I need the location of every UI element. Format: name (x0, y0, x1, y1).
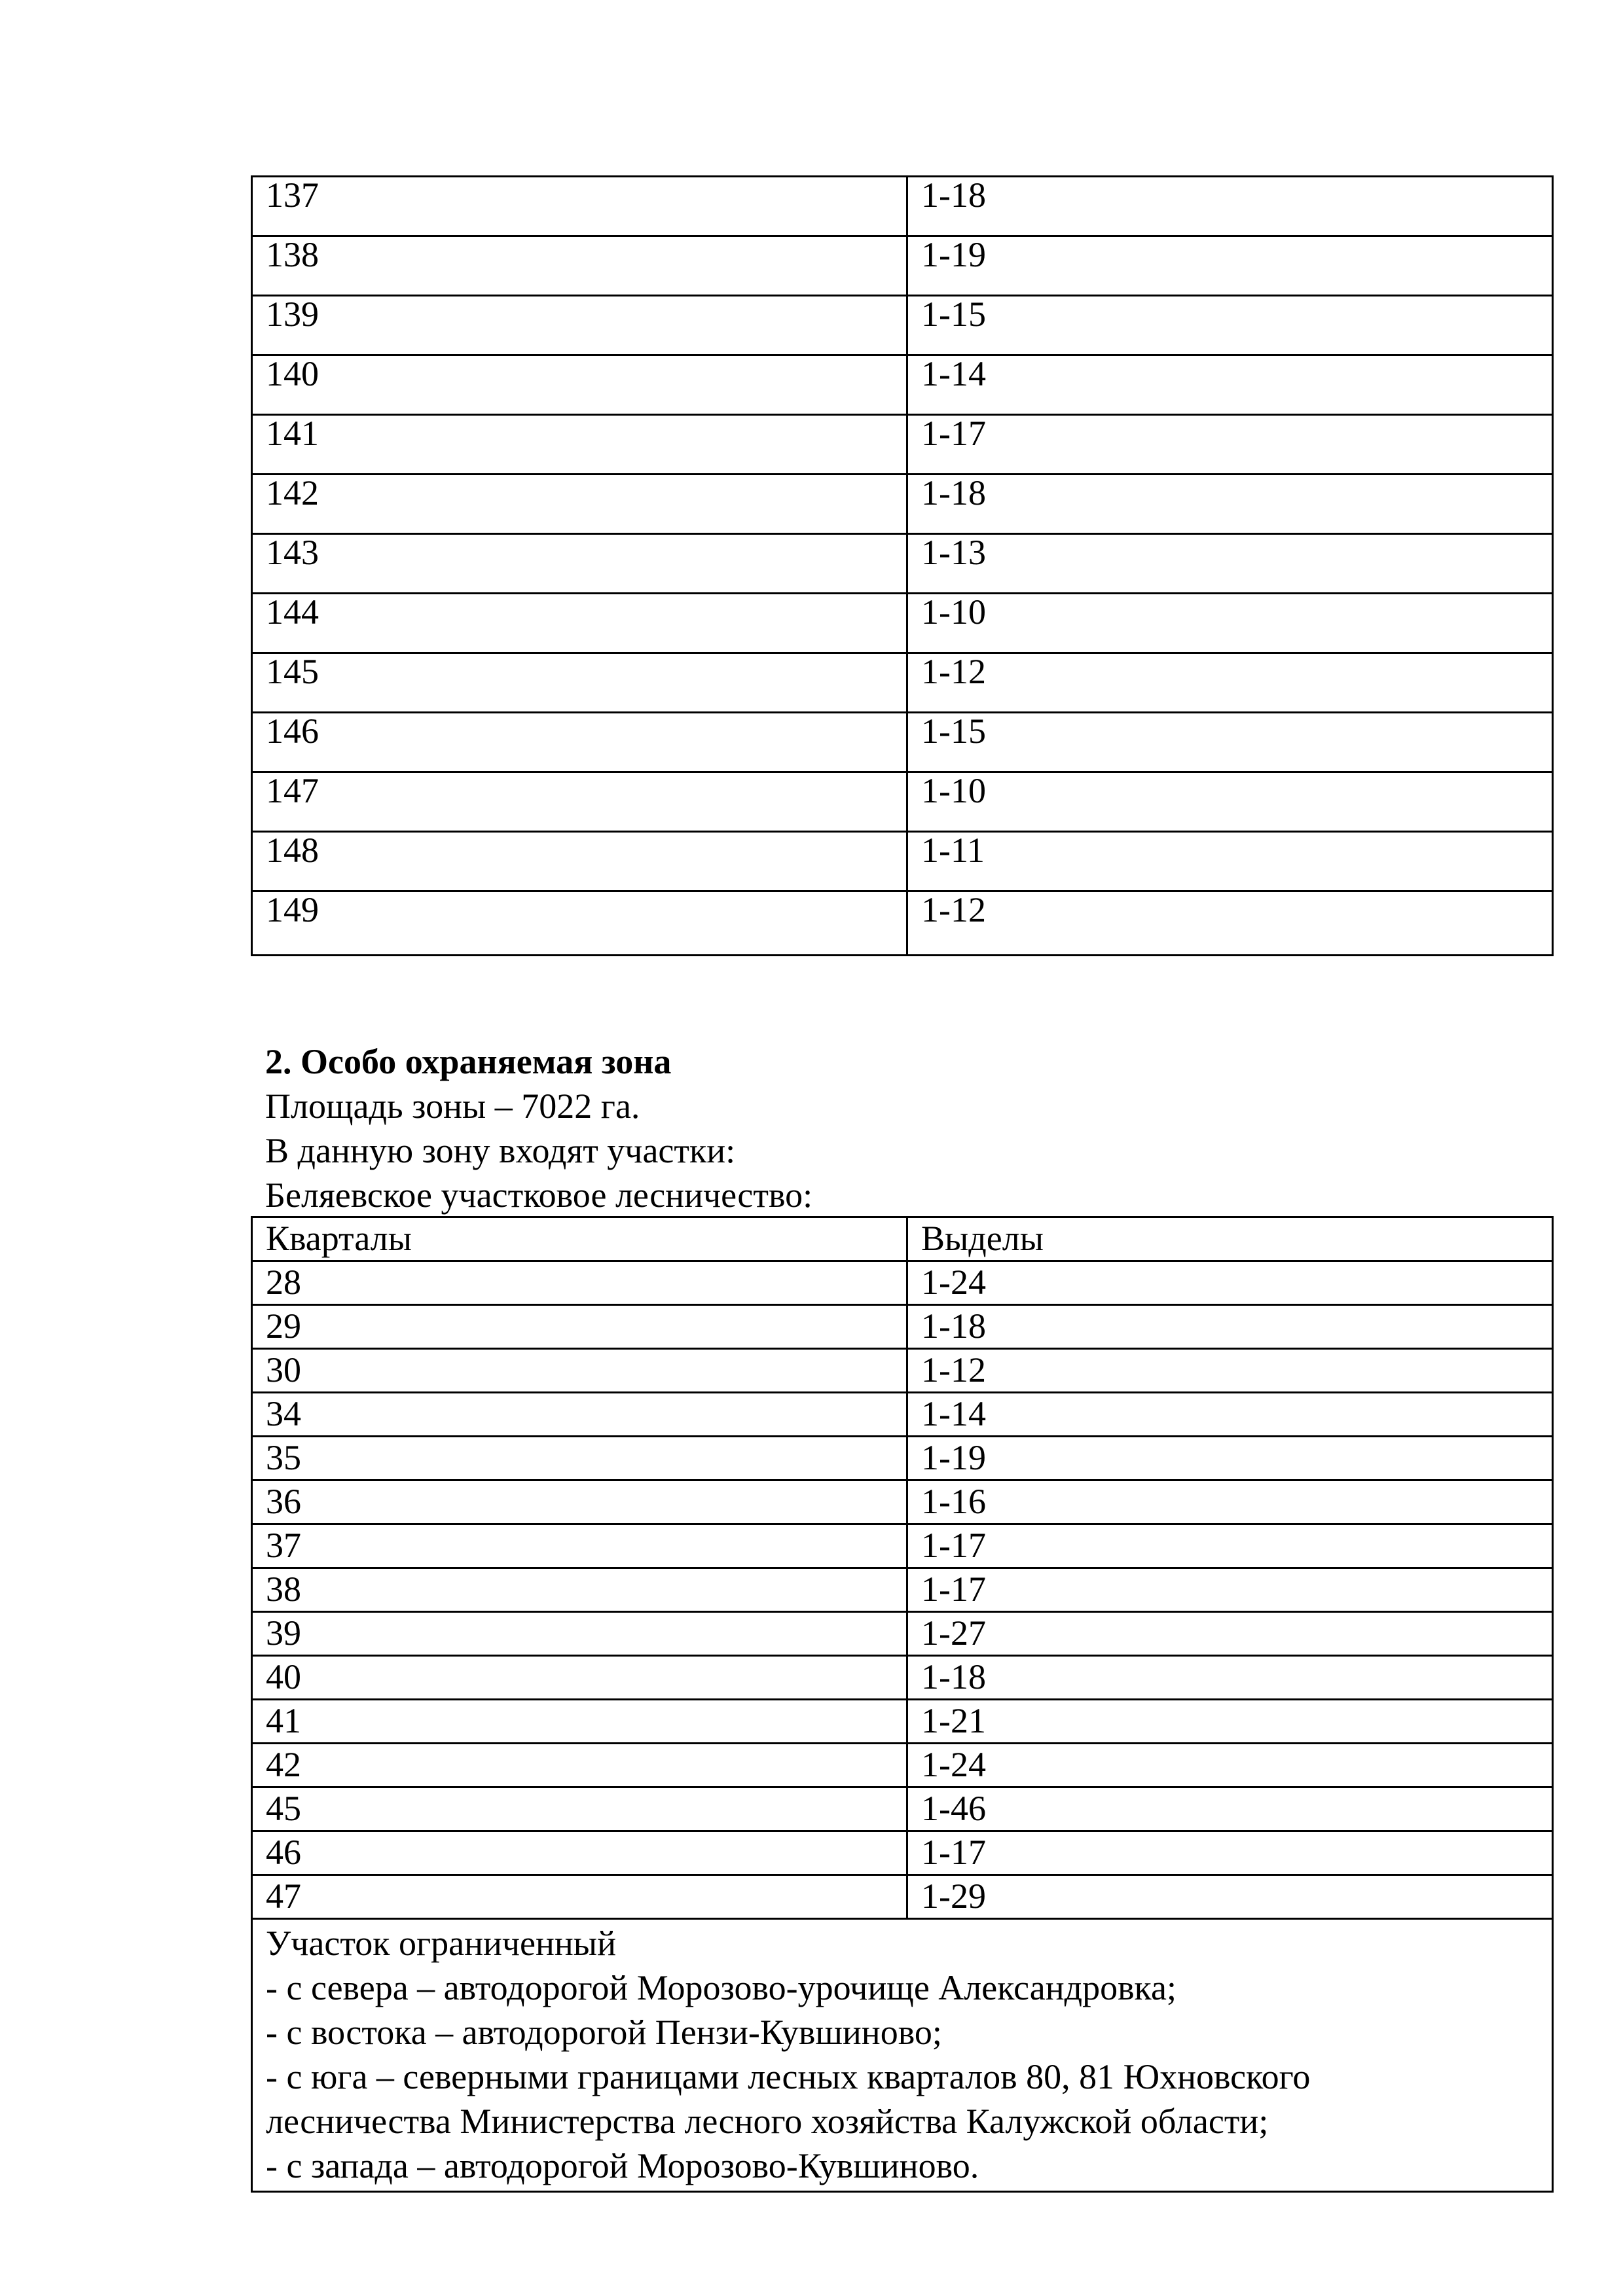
table-row (252, 1349, 1553, 1393)
quarter-cell: 38 (252, 1568, 907, 1612)
protected-zone-table (251, 1216, 1554, 2193)
quarter-cell: 146 (252, 713, 907, 772)
allotment-cell: 1-14 (907, 1393, 1553, 1437)
table-row (252, 1568, 1553, 1612)
quarter-cell: 141 (252, 415, 907, 475)
quarter-cell: 36 (252, 1480, 907, 1524)
allotment-cell: 1-27 (907, 1612, 1553, 1656)
table-row (252, 1261, 1553, 1305)
section-intro: В данную зону входят участки: (265, 1131, 736, 1170)
table-row (252, 653, 1553, 713)
allotment-cell: 1-19 (907, 1437, 1553, 1480)
quarter-cell: 142 (252, 475, 907, 534)
allotment-cell: 1-17 (907, 1524, 1553, 1568)
quarter-cell: 42 (252, 1744, 907, 1787)
allotment-cell: 1-18 (907, 1656, 1553, 1700)
table-row (252, 355, 1553, 415)
allotment-cell: 1-46 (907, 1787, 1553, 1831)
allotment-cell: 1-24 (907, 1744, 1553, 1787)
quarter-cell: 37 (252, 1524, 907, 1568)
allotment-cell: 1-12 (907, 1349, 1553, 1393)
table-row (252, 1437, 1553, 1480)
allotment-cell: 1-14 (907, 355, 1553, 415)
table-row (252, 1393, 1553, 1437)
allotment-cell: 1-21 (907, 1700, 1553, 1744)
allotment-cell: 1-29 (907, 1875, 1553, 1919)
quarter-cell: 148 (252, 832, 907, 891)
allotment-cell: 1-17 (907, 1831, 1553, 1875)
table-header-row (252, 1217, 1553, 1261)
table-row (252, 1700, 1553, 1744)
table-row (252, 1744, 1553, 1787)
allotment-cell: 1-10 (907, 772, 1553, 832)
table-row (252, 296, 1553, 355)
allotment-cell: 1-24 (907, 1261, 1553, 1305)
table-row (252, 475, 1553, 534)
forestry-name: Беляевское участковое лесничество: (265, 1175, 813, 1215)
table-row (252, 1480, 1553, 1524)
quarter-cell: 30 (252, 1349, 907, 1393)
quarter-cell: 41 (252, 1700, 907, 1744)
allotment-cell: 1-19 (907, 236, 1553, 296)
allotment-cell: 1-18 (907, 1305, 1553, 1349)
allotment-cell: 1-10 (907, 594, 1553, 653)
quarter-cell: 138 (252, 236, 907, 296)
section-title: 2. Особо охраняемая зона (265, 1042, 672, 1081)
table-row (252, 1305, 1553, 1349)
table-row (252, 832, 1553, 891)
quarter-cell: 140 (252, 355, 907, 415)
note-line: Участок ограниченный (266, 1924, 616, 1963)
quarter-cell: 35 (252, 1437, 907, 1480)
allotment-cell: 1-18 (907, 475, 1553, 534)
table-row (252, 1524, 1553, 1568)
allotment-cell: 1-12 (907, 653, 1553, 713)
table-row (252, 1875, 1553, 1919)
quarters-table-continued (251, 175, 1554, 956)
table-row (252, 594, 1553, 653)
quarter-cell: 39 (252, 1612, 907, 1656)
allotment-cell: 1-17 (907, 1568, 1553, 1612)
allotment-cell: 1-12 (907, 891, 1553, 956)
column-header-quarters: Кварталы (252, 1217, 907, 1261)
boundary-note-row (252, 1919, 1553, 2192)
table-row (252, 1831, 1553, 1875)
allotment-cell: 1-18 (907, 177, 1553, 236)
quarter-cell: 147 (252, 772, 907, 832)
quarter-cell: 149 (252, 891, 907, 956)
note-line: - с юга – северными границами лесных кварталов 80, 81 Юхновского (266, 2057, 1311, 2096)
quarter-cell: 47 (252, 1875, 907, 1919)
table-row (252, 415, 1553, 475)
table-row (252, 891, 1553, 956)
quarter-cell: 137 (252, 177, 907, 236)
quarter-cell: 46 (252, 1831, 907, 1875)
allotment-cell: 1-11 (907, 832, 1553, 891)
quarter-cell: 45 (252, 1787, 907, 1831)
quarter-cell: 29 (252, 1305, 907, 1349)
table-row (252, 236, 1553, 296)
quarter-cell: 144 (252, 594, 907, 653)
allotment-cell: 1-15 (907, 296, 1553, 355)
note-line: - с севера – автодорогой Морозово-урочище Александровка; (266, 1968, 1176, 2007)
section-2 (265, 1039, 812, 1217)
table-row (252, 772, 1553, 832)
allotment-cell: 1-13 (907, 534, 1553, 594)
note-line: - с востока – автодорогой Пензи-Кувшиново; (266, 2013, 942, 2052)
quarter-cell: 40 (252, 1656, 907, 1700)
quarter-cell: 145 (252, 653, 907, 713)
quarter-cell: 34 (252, 1393, 907, 1437)
quarter-cell: 139 (252, 296, 907, 355)
note-line: - с запада – автодорогой Морозово-Кувшиново. (266, 2146, 979, 2185)
allotment-cell: 1-16 (907, 1480, 1553, 1524)
column-header-allotments: Выделы (907, 1217, 1553, 1261)
allotment-cell: 1-17 (907, 415, 1553, 475)
table-row (252, 1656, 1553, 1700)
note-line: лесничества Министерства лесного хозяйства Калужской области; (266, 2102, 1269, 2141)
table-row (252, 713, 1553, 772)
quarter-cell: 143 (252, 534, 907, 594)
table-row (252, 534, 1553, 594)
table-row (252, 177, 1553, 236)
table-row (252, 1787, 1553, 1831)
quarter-cell: 28 (252, 1261, 907, 1305)
table-row (252, 1612, 1553, 1656)
zone-area: Площадь зоны – 7022 га. (265, 1086, 640, 1126)
boundary-note (252, 1919, 1553, 2192)
allotment-cell: 1-15 (907, 713, 1553, 772)
